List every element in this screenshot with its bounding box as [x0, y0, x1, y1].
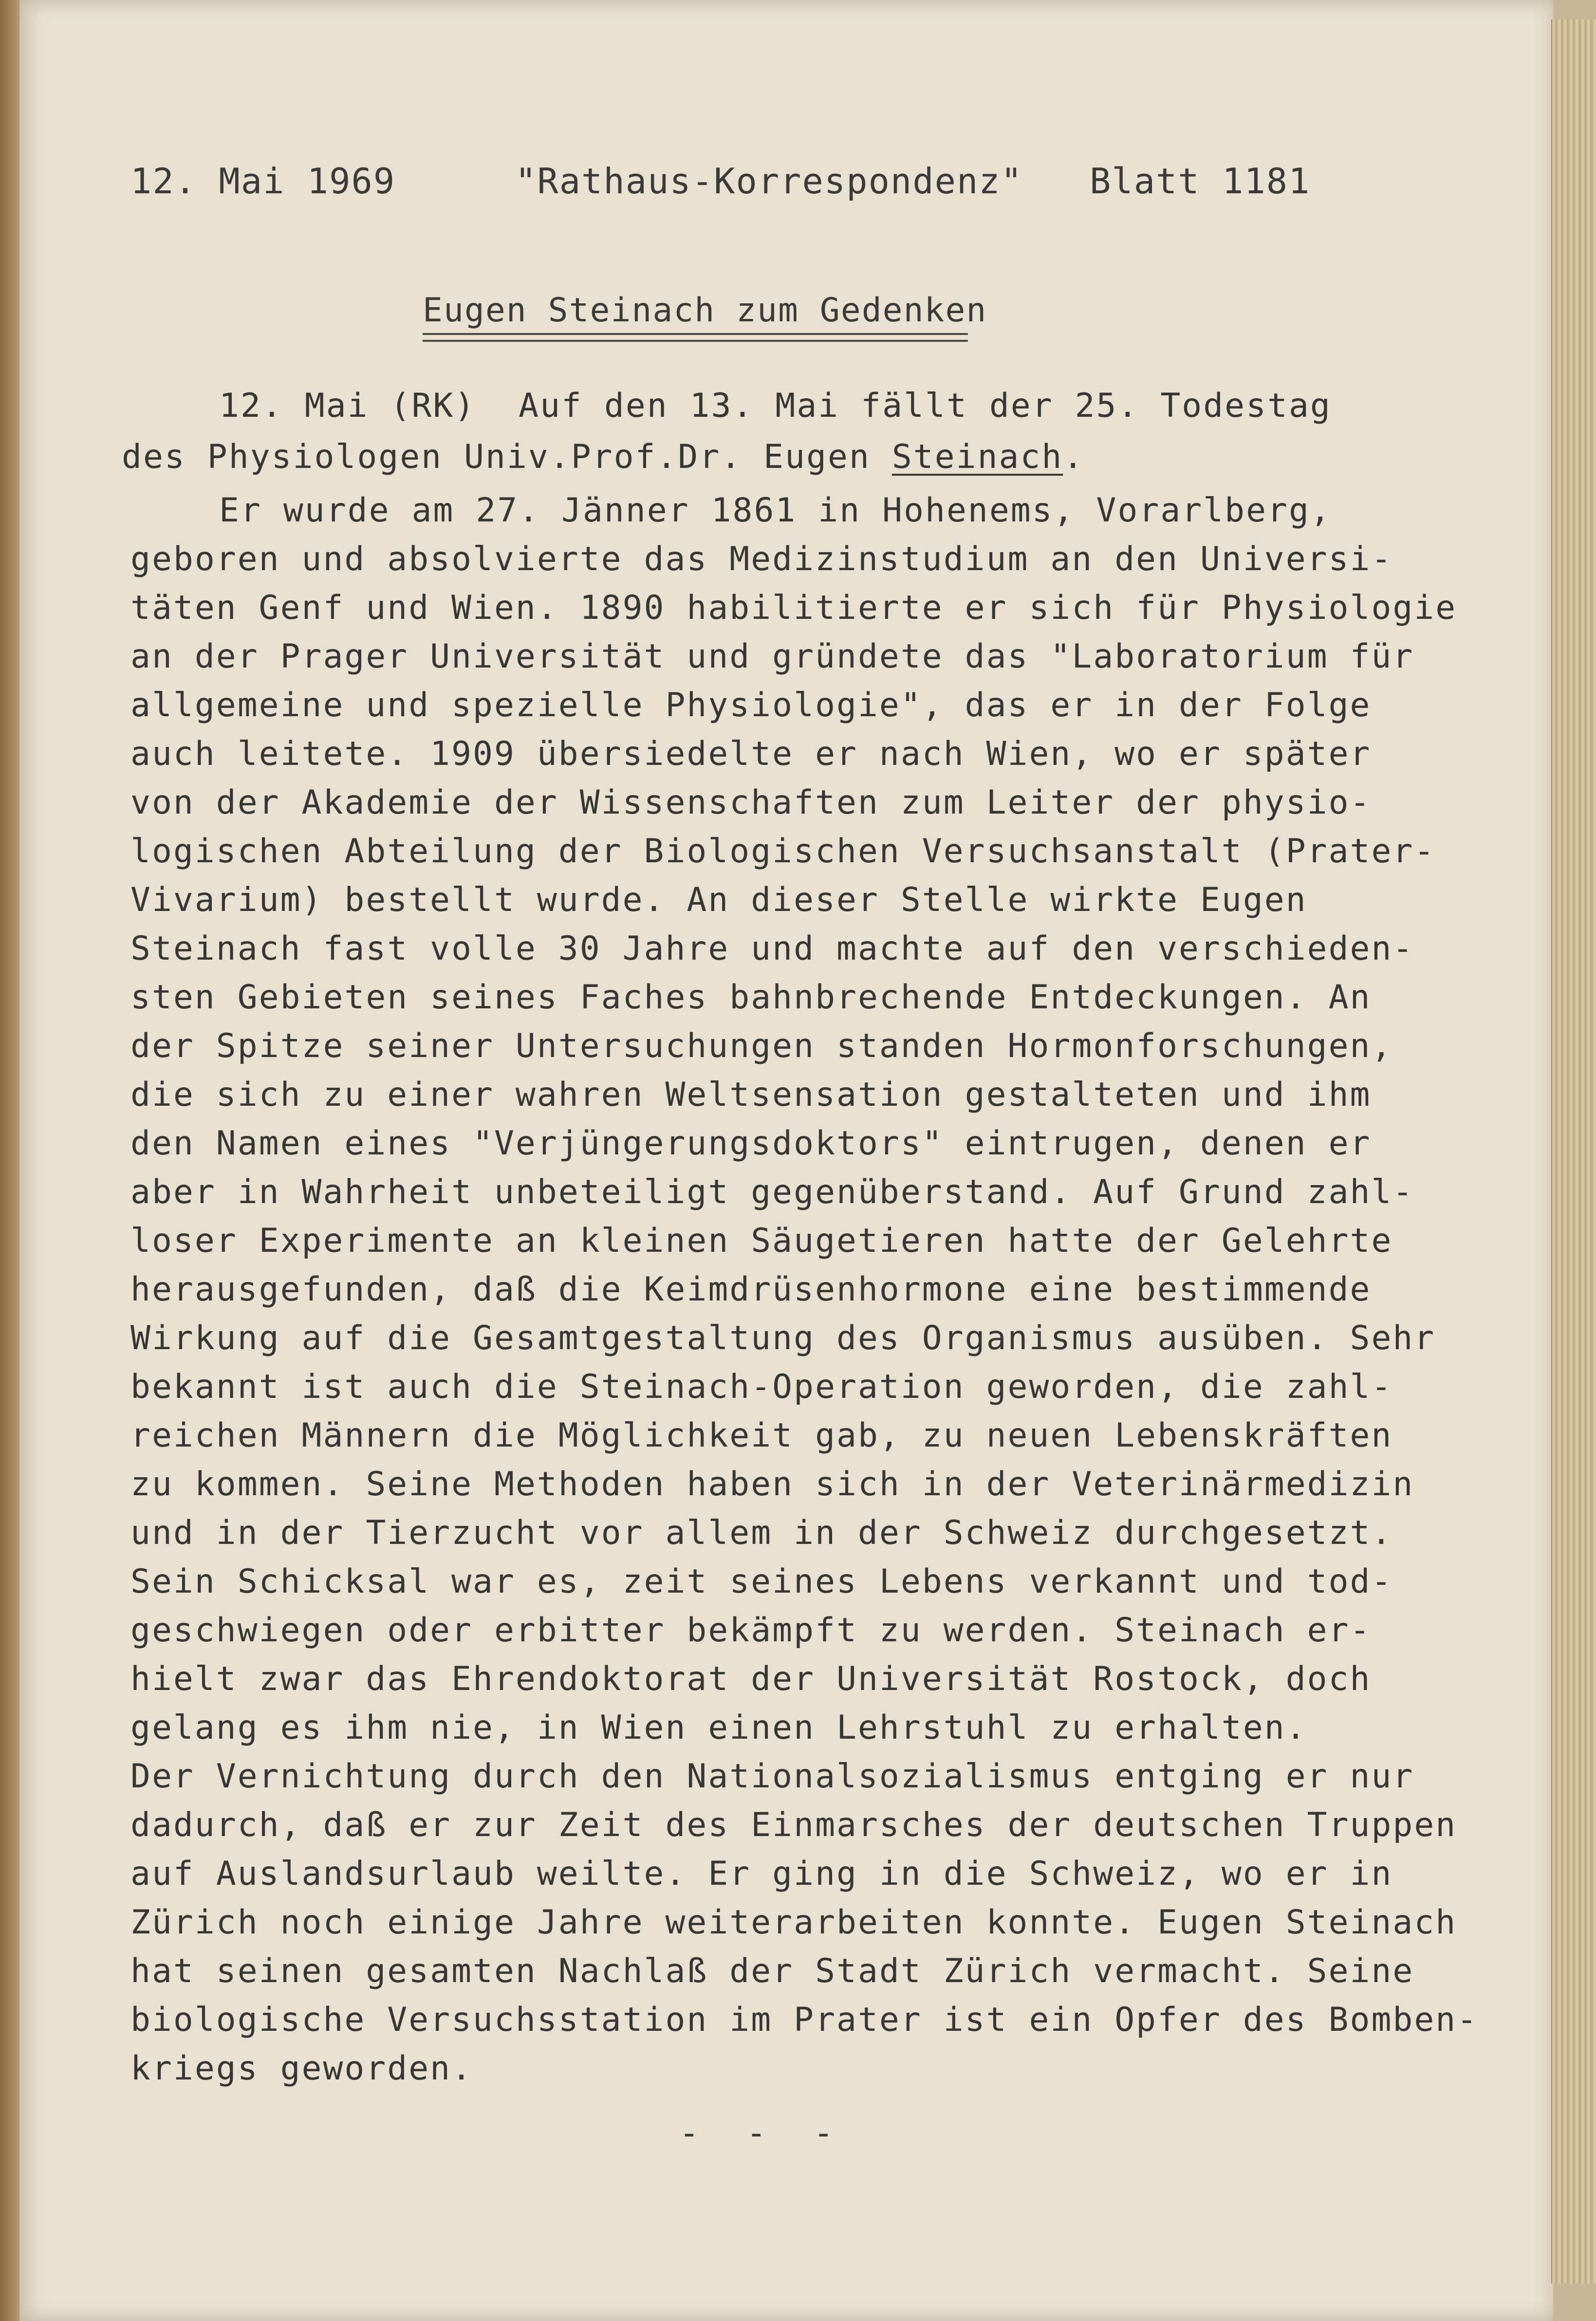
body-line: aber in Wahrheit unbeteiligt gegenüberstand. Auf Grund zahl-: [130, 1173, 1414, 1211]
body-line: auf Auslandsurlaub weilte. Er ging in die Schweiz, wo er in: [130, 1855, 1393, 1893]
header-publication: "Rathaus-Korrespondenz": [515, 161, 1023, 202]
body-line: sten Gebieten seines Faches bahnbrechende Entdeckungen. An: [130, 978, 1372, 1017]
body-line: geschwiegen oder erbitter bekämpft zu werden. Steinach er-: [130, 1611, 1372, 1650]
body-line: Wirkung auf die Gesamtgestaltung des Organismus ausüben. Sehr: [130, 1319, 1436, 1357]
body-line: Steinach fast volle 30 Jahre und machte auf den verschieden-: [130, 929, 1414, 968]
body-line: der Spitze seiner Untersuchungen standen Hormonforschungen,: [130, 1027, 1393, 1065]
body-line: 12. Mai (RK) Auf den 13. Mai fällt der 25. Todestag: [219, 387, 1332, 425]
header-sheet-number: Blatt 1181: [1090, 161, 1311, 202]
page-header: [130, 161, 1309, 204]
body-line: auch leitete. 1909 übersiedelte er nach Wien, wo er später: [130, 735, 1372, 773]
body-text: des Physiologen Univ.Prof.Dr. Eugen: [122, 438, 892, 476]
body-line: hat seinen gesamten Nachlaß der Stadt Zürich vermacht. Seine: [130, 1952, 1414, 1990]
body-line: gelang es ihm nie, in Wien einen Lehrstuhl zu erhalten.: [130, 1708, 1307, 1747]
body-line: allgemeine und spezielle Physiologie", das er in der Folge: [130, 686, 1372, 724]
body-line: loser Experimente an kleinen Säugetieren hatte der Gelehrte: [130, 1222, 1393, 1260]
body-line: bekannt ist auch die Steinach-Operation geworden, die zahl-: [130, 1368, 1393, 1406]
body-line: Der Vernichtung durch den Nationalsozialismus entging er nur: [130, 1757, 1414, 1796]
end-mark: - - -: [679, 2114, 847, 2153]
article-title: Eugen Steinach zum Gedenken: [423, 291, 987, 330]
body-line: kriegs geworden.: [130, 2049, 473, 2088]
body-line: Er wurde am 27. Jänner 1861 in Hohenems, Vorarlberg,: [219, 491, 1332, 530]
body-line: biologische Versuchsstation im Prater ist ein Opfer des Bomben-: [130, 2001, 1479, 2039]
body-line: hielt zwar das Ehrendoktorat der Universität Rostock, doch: [130, 1660, 1372, 1698]
body-line: Vivarium) bestellt wurde. An dieser Stelle wirkte Eugen: [130, 881, 1307, 919]
body-line: Zürich noch einige Jahre weiterarbeiten konnte. Eugen Steinach: [130, 1903, 1457, 1942]
page-stack-edge: [1551, 19, 1596, 2284]
body-line: herausgefunden, daß die Keimdrüsenhormone eine bestimmende: [130, 1270, 1372, 1309]
body-line: die sich zu einer wahren Weltsensation gestalteten und ihm: [130, 1076, 1372, 1114]
body-text: .: [1063, 438, 1085, 476]
body-line: den Namen eines "Verjüngerungsdoktors" eintrugen, denen er: [130, 1124, 1372, 1163]
body-line: täten Genf und Wien. 1890 habilitierte er sich für Physiologie: [130, 589, 1457, 627]
title-double-underline: [423, 333, 968, 342]
underlined-name: Steinach: [891, 438, 1063, 476]
body-line: an der Prager Universität und gründete das "Laboratorium für: [130, 637, 1414, 676]
body-line: von der Akademie der Wissenschaften zum Leiter der physio-: [130, 783, 1372, 822]
body-line: geboren und absolvierte das Medizinstudium an den Universi-: [130, 540, 1393, 578]
body-line: und in der Tierzucht vor allem in der Schweiz durchgesetzt.: [130, 1514, 1393, 1552]
body-line: logischen Abteilung der Biologischen Versuchsanstalt (Prater-: [130, 832, 1436, 871]
header-date: 12. Mai 1969: [130, 161, 396, 202]
body-line: dadurch, daß er zur Zeit des Einmarsches der deutschen Truppen: [130, 1806, 1457, 1844]
body-line: Sein Schicksal war es, zeit seines Lebens verkannt und tod-: [130, 1562, 1393, 1601]
body-line: zu kommen. Seine Methoden haben sich in der Veterinärmedizin: [130, 1465, 1414, 1504]
body-line: [122, 438, 1085, 476]
body-line: reichen Männern die Möglichkeit gab, zu neuen Lebenskräften: [130, 1416, 1393, 1455]
